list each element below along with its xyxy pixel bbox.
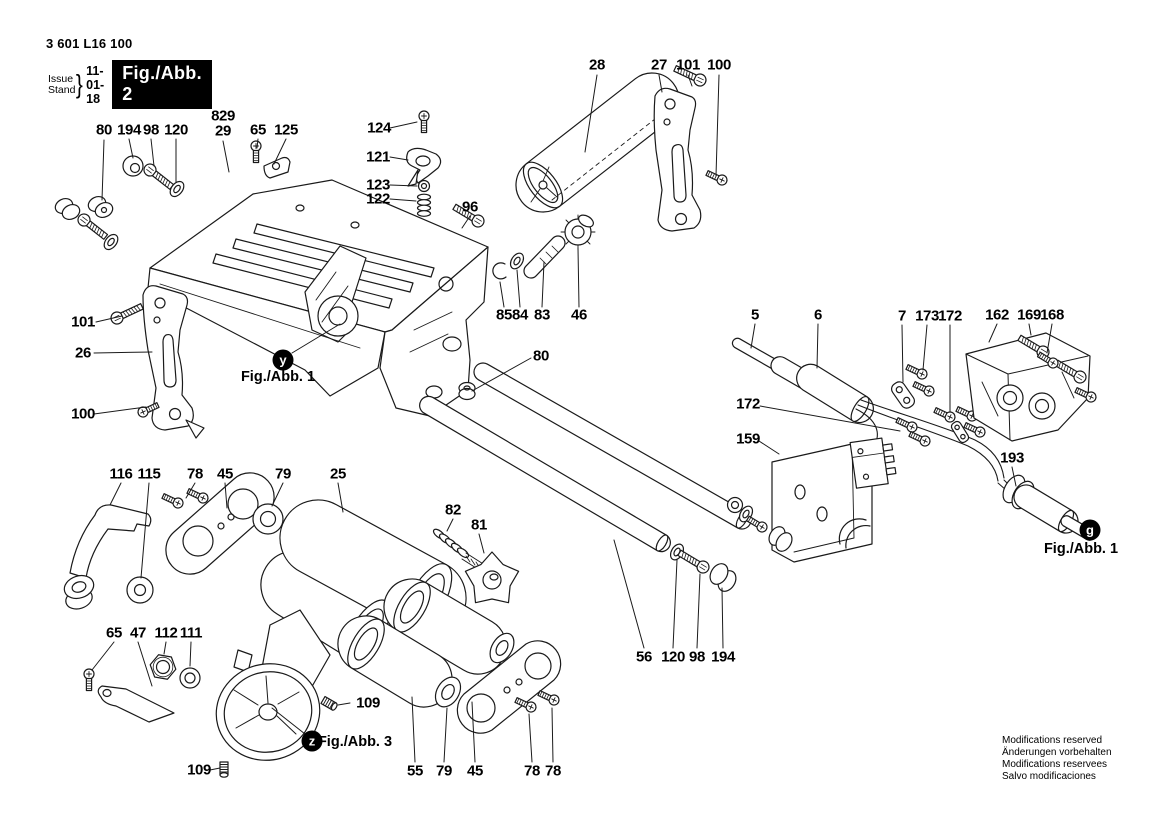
part-label-169: 169 bbox=[1017, 306, 1041, 324]
part-label-7: 7 bbox=[898, 307, 906, 325]
part-label-6: 6 bbox=[814, 306, 822, 324]
part-label-120: 120 bbox=[661, 648, 685, 666]
notice-line-en: Modifications reserved bbox=[1002, 735, 1103, 746]
part-label-101: 101 bbox=[71, 313, 95, 331]
handle-28 bbox=[516, 73, 679, 214]
part-label-173: 173 bbox=[915, 307, 939, 325]
part-label-45: 45 bbox=[217, 465, 233, 483]
part-label-85: 85 bbox=[496, 306, 512, 324]
terminal-block-162 bbox=[966, 333, 1098, 441]
bracket-27 bbox=[654, 63, 728, 231]
figure-ref-label-g: Fig./Abb. 1 bbox=[1043, 541, 1119, 557]
part-label-82: 82 bbox=[445, 501, 461, 519]
switch-bracket-159 bbox=[728, 437, 898, 562]
part-label-159: 159 bbox=[736, 430, 760, 448]
brace-glyph: } bbox=[76, 69, 84, 99]
part-label-56: 56 bbox=[636, 648, 652, 666]
part-label-112: 112 bbox=[154, 624, 178, 642]
part-label-47: 47 bbox=[130, 624, 146, 642]
circled-letter-g: g bbox=[1080, 520, 1101, 541]
figure-ref-label-z: Fig./Abb. 3 bbox=[317, 734, 393, 750]
part-label-100: 100 bbox=[71, 405, 95, 423]
part-label-79: 79 bbox=[436, 762, 452, 780]
figure-ref-label-y: Fig./Abb. 1 bbox=[240, 369, 316, 385]
part-label-5: 5 bbox=[751, 306, 759, 324]
part-label-80: 80 bbox=[96, 121, 112, 139]
part-label-81: 81 bbox=[471, 516, 487, 534]
part-label-80: 80 bbox=[533, 347, 549, 365]
part-label-125: 125 bbox=[274, 121, 298, 139]
part-label-123: 123 bbox=[366, 176, 390, 194]
part-label-25: 25 bbox=[330, 465, 346, 483]
part-label-26: 26 bbox=[75, 344, 91, 362]
part-label-100: 100 bbox=[707, 56, 731, 74]
part-label-124: 124 bbox=[367, 119, 391, 137]
issue-label: Issue bbox=[48, 72, 74, 85]
modifications-notice bbox=[1002, 735, 1112, 783]
stand-label: Stand bbox=[48, 83, 76, 96]
part-label-109: 109 bbox=[356, 694, 380, 712]
notice-line-es: Salvo modificaciones bbox=[1002, 771, 1096, 782]
part-label-65: 65 bbox=[250, 121, 266, 139]
part-label-79: 79 bbox=[275, 465, 291, 483]
support-rods bbox=[420, 363, 751, 595]
part-label-115: 115 bbox=[137, 465, 161, 483]
issue-date: 11-01-18 bbox=[86, 63, 105, 106]
notice-line-de: Änderungen vorbehalten bbox=[1002, 747, 1112, 758]
part-label-122: 122 bbox=[366, 190, 390, 208]
part-label-101: 101 bbox=[676, 56, 700, 74]
part-label-172: 172 bbox=[938, 307, 962, 325]
issue-stand-label bbox=[48, 74, 75, 96]
part-label-829: 829 bbox=[211, 107, 235, 125]
part-label-28: 28 bbox=[589, 56, 605, 74]
part-label-109: 109 bbox=[187, 761, 211, 779]
part-label-78: 78 bbox=[187, 465, 203, 483]
part-label-120: 120 bbox=[164, 121, 188, 139]
part-label-194: 194 bbox=[117, 121, 141, 139]
figure-title: Fig./Abb. 2 bbox=[112, 60, 212, 109]
part-label-168: 168 bbox=[1040, 306, 1064, 324]
title-block bbox=[46, 36, 202, 106]
part-label-83: 83 bbox=[534, 306, 550, 324]
part-label-55: 55 bbox=[407, 762, 423, 780]
part-label-84: 84 bbox=[512, 306, 528, 324]
part-label-193: 193 bbox=[1000, 449, 1024, 467]
part-label-121: 121 bbox=[366, 148, 390, 166]
part-label-78: 78 bbox=[545, 762, 561, 780]
chassis-body-drawing bbox=[148, 180, 488, 416]
notice-line-fr: Modifications reservees bbox=[1002, 759, 1108, 770]
part-label-116: 116 bbox=[109, 465, 133, 483]
circled-letter-y: y bbox=[273, 350, 294, 371]
lever-and-link-plates bbox=[61, 473, 283, 612]
circled-letter-z: z bbox=[302, 731, 323, 752]
part-label-194: 194 bbox=[711, 648, 735, 666]
part-label-96: 96 bbox=[462, 198, 478, 216]
part-label-98: 98 bbox=[143, 121, 159, 139]
fastener-cluster-top-left bbox=[53, 156, 187, 252]
part-label-172: 172 bbox=[736, 395, 760, 413]
part-label-111: 111 bbox=[179, 624, 203, 642]
part-label-46: 46 bbox=[571, 306, 587, 324]
part-label-162: 162 bbox=[985, 306, 1009, 324]
part-label-27: 27 bbox=[651, 56, 667, 74]
part-label-65: 65 bbox=[106, 624, 122, 642]
part-label-78: 78 bbox=[524, 762, 540, 780]
part-number: 3 601 L16 100 bbox=[46, 36, 133, 51]
part-label-98: 98 bbox=[689, 648, 705, 666]
part-label-29: 29 bbox=[215, 122, 231, 140]
part-label-45: 45 bbox=[467, 762, 483, 780]
